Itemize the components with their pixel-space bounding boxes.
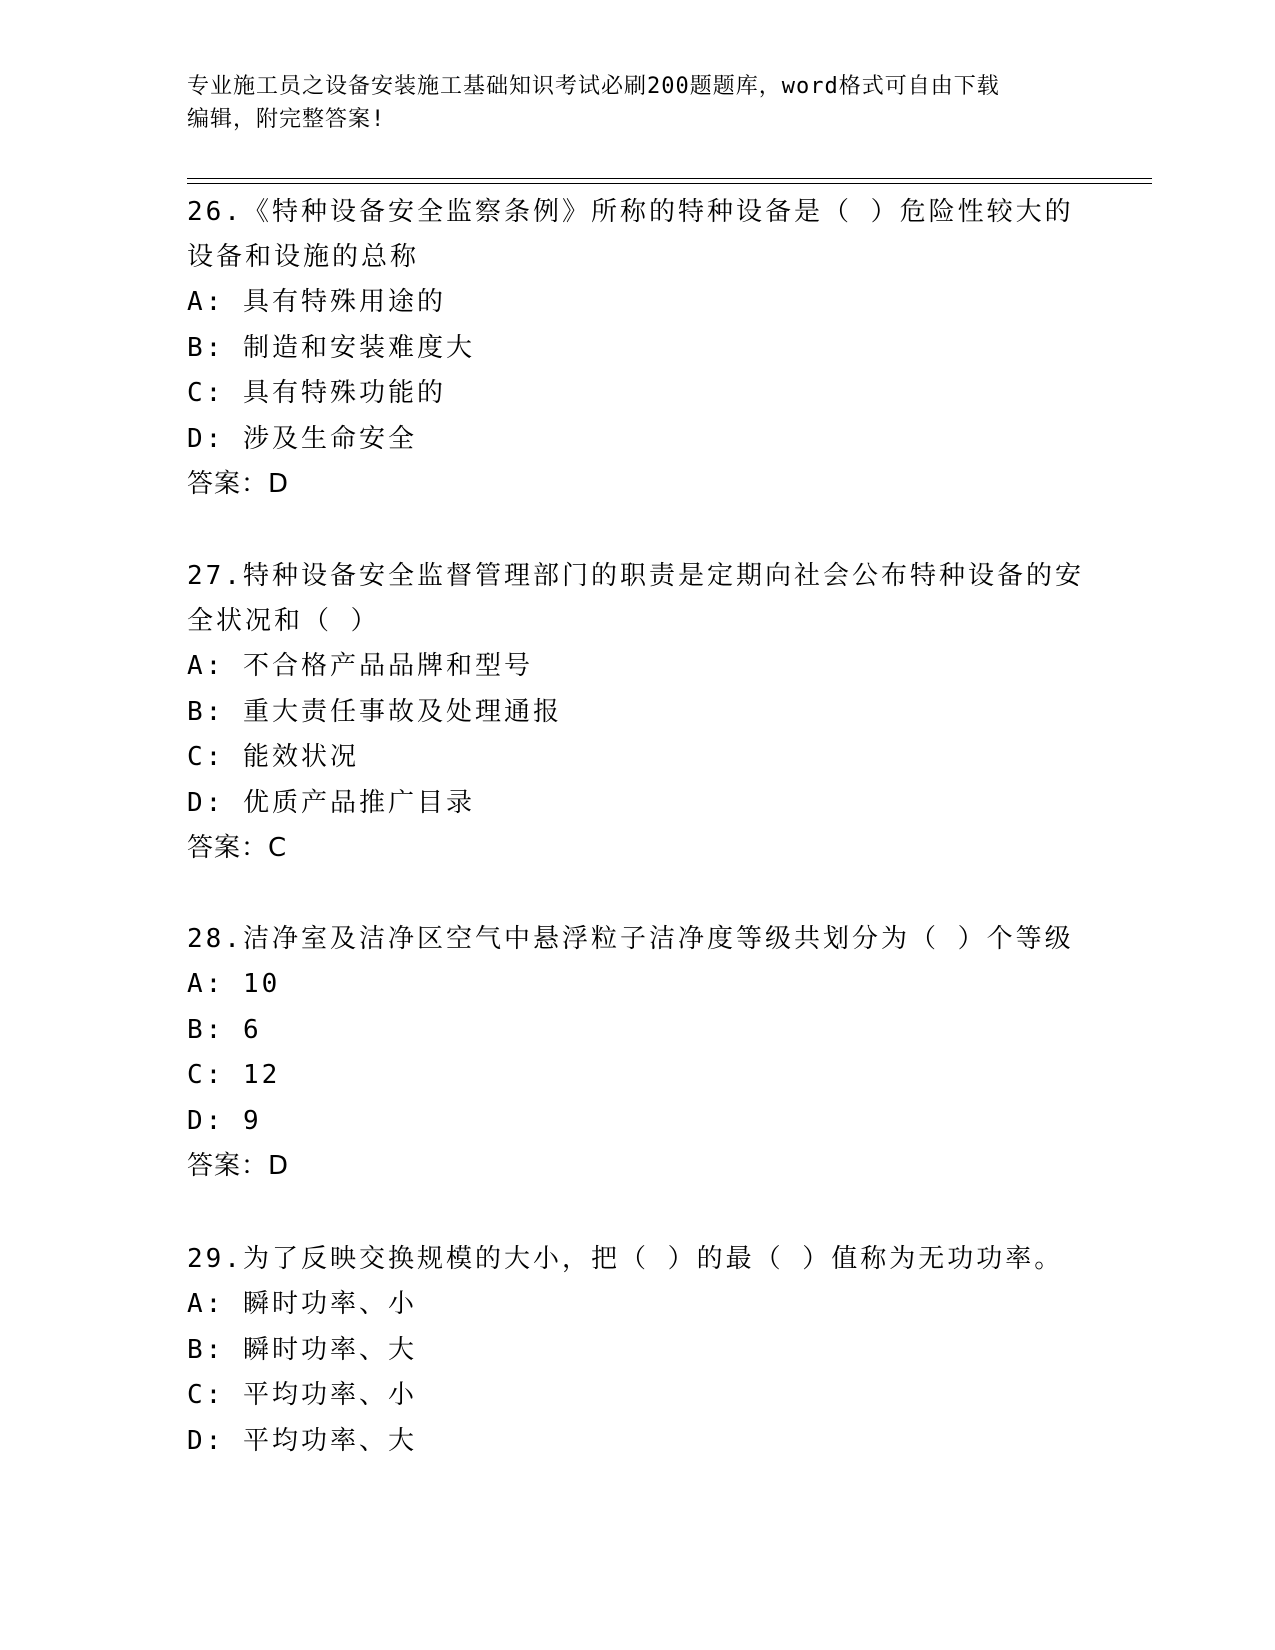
option-d: D: 平均功率、大 xyxy=(187,1425,417,1456)
option-c: C: 能效状况 xyxy=(187,742,359,772)
option-a: A: 瞬时功率、小 xyxy=(187,1289,417,1319)
option-c: C: 平均功率、小 xyxy=(187,1380,417,1410)
question-26 xyxy=(187,190,1087,507)
option-b: B: 6 xyxy=(187,1014,262,1045)
option-a: A: 不合格产品品牌和型号 xyxy=(187,651,533,681)
option-d: D: 9 xyxy=(187,1105,262,1136)
header-line-1: 专业施工员之设备安装施工基础知识考试必刷200题题库，word格式可自由下载 xyxy=(187,74,1000,99)
question-stem: 26.《特种设备安全监察条例》所称的特种设备是（ ）危险性较大的 xyxy=(187,197,1074,227)
question-29 xyxy=(187,1237,1087,1464)
option-c: C: 具有特殊功能的 xyxy=(187,378,446,408)
question-stem: 28.洁净室及洁净区空气中悬浮粒子洁净度等级共划分为（ ）个等级 xyxy=(187,924,1074,954)
header-divider-bottom xyxy=(187,183,1152,184)
question-stem: 27.特种设备安全监督管理部门的职责是定期向社会公布特种设备的安 xyxy=(187,561,1084,591)
document-header xyxy=(187,70,1087,136)
option-a: A: 10 xyxy=(187,969,281,999)
question-27 xyxy=(187,554,1087,871)
option-d: D: 涉及生命安全 xyxy=(187,423,417,454)
question-stem-continued: 设备和设施的总称 xyxy=(187,242,420,272)
option-b: B: 瞬时功率、大 xyxy=(187,1334,417,1365)
question-28 xyxy=(187,917,1087,1189)
option-a: A: 具有特殊用途的 xyxy=(187,287,446,317)
answer-text: 答案：D xyxy=(187,1151,290,1181)
option-b: B: 重大责任事故及处理通报 xyxy=(187,696,562,727)
header-line-2: 编辑，附完整答案! xyxy=(187,107,386,132)
answer-text: 答案：C xyxy=(187,833,288,863)
option-b: B: 制造和安装难度大 xyxy=(187,332,475,363)
option-d: D: 优质产品推广目录 xyxy=(187,787,475,818)
question-stem: 29.为了反映交换规模的大小，把（ ）的最（ ）值称为无功功率。 xyxy=(187,1244,1064,1274)
option-c: C: 12 xyxy=(187,1060,281,1090)
answer-text: 答案：D xyxy=(187,469,290,499)
header-divider-top xyxy=(187,178,1152,179)
question-stem-continued: 全状况和（ ） xyxy=(187,606,380,636)
